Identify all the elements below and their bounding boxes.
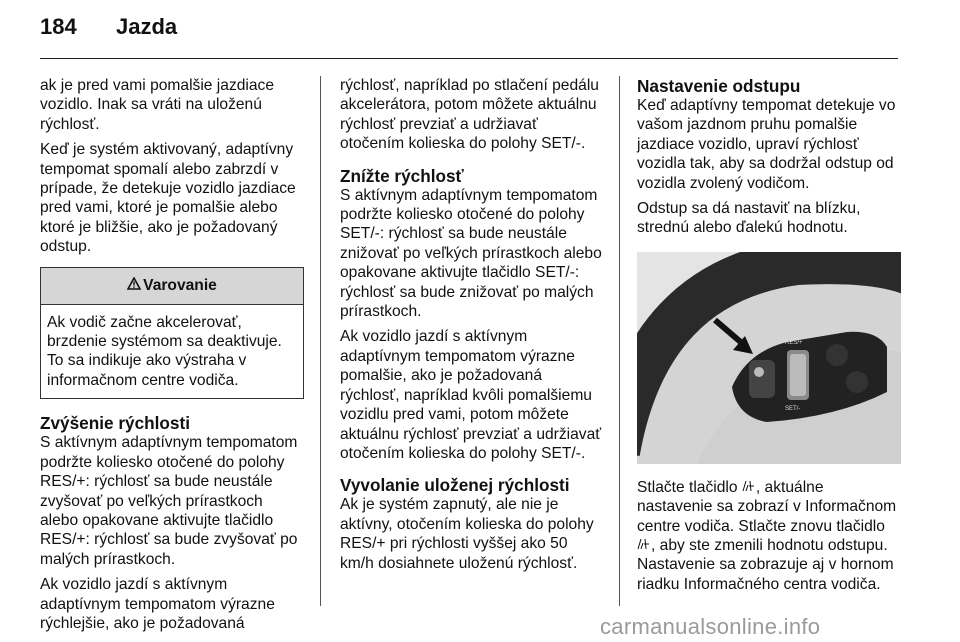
warning-title: Varovanie bbox=[143, 276, 217, 294]
column-divider-2 bbox=[619, 76, 620, 606]
paragraph: Stlačte tlačidlo , aktuálne nastavenie sa zobrazí v Informačnom centre vodiča. Stlačte znovu tlačidlo , aby ste zmenili hodnotu odstupu. Nastavenie sa zobrazuje aj v hornom riadku Informačného centra vodiča. bbox=[637, 478, 897, 593]
watermark: carmanualsonline.info bbox=[600, 614, 821, 639]
res-label: RES/+ bbox=[785, 339, 803, 346]
page-header bbox=[40, 14, 177, 40]
column-3 bbox=[637, 76, 903, 600]
warning-box bbox=[40, 267, 304, 400]
paragraph: rýchlosť, napríklad po stlačení pedálu akcelerátora, potom môžete aktuálnu rýchlosť prevziať a udržiavať otočením kolieska do polohy SET/-. bbox=[340, 77, 599, 153]
warning-triangle-icon bbox=[127, 268, 141, 304]
paragraph: Ak vozidlo jazdí s aktívnym adaptívnym tempomatom výrazne pomalšie, ako je požadovaná rýchlosť, napríklad kvôli pomalšiemu vozidlu pred vami, potom môžete aktuálnu rýchlosť prevziať a udržiavať otočením kolieska do polohy SET/-. bbox=[340, 328, 602, 462]
steering-wheel-illustration bbox=[637, 252, 901, 464]
section-title: Jazda bbox=[116, 14, 178, 39]
distance-button-icon bbox=[742, 478, 756, 497]
heading-recall-speed: Vyvolanie uloženej rýchlosti bbox=[340, 475, 570, 496]
paragraph: Keď je systém aktivovaný, adaptívny tempomat spomalí alebo zabrzdí v prípade, že detekuje vozidlo jazdiace pred vami, ktoré je pomalšie alebo ktoré je bližšie, ako je požadovaný odstup. bbox=[40, 141, 296, 256]
paragraph: Ak je systém zapnutý, ale nie je aktívny, otočením kolieska do polohy RES/+ pri rýchlosti vyššej ako 50 km/h dosiahnete uloženú rýchlosť. bbox=[340, 496, 594, 572]
set-label: SET/- bbox=[785, 405, 801, 412]
heading-distance-setting: Nastavenie odstupu bbox=[637, 76, 801, 96]
warning-text: Ak vodič začne akcelerovať, brzdenie systémom sa deaktivuje. To sa indikuje ako výstraha v informačnom centre vodiča. bbox=[47, 313, 282, 389]
distance-button-icon bbox=[637, 536, 651, 555]
paragraph: S aktívnym adaptívnym tempomatom podržte koliesko otočené do polohy RES/+: rýchlosť sa bude neustále zvyšovať po veľkých prírastkoch alebo opakovane aktivujte tlačidlo RES/+: rýchlosť sa bude zvyšovať po malých prírastkoch. bbox=[40, 434, 298, 568]
heading-reduce-speed: Znížte rýchlosť bbox=[340, 165, 464, 186]
column-1 bbox=[40, 76, 304, 639]
header-rule bbox=[40, 58, 898, 59]
paragraph: ak je pred vami pomalšie jazdiace vozidlo. Inak sa vráti na uloženú rýchlosť. bbox=[40, 77, 275, 133]
column-divider-1 bbox=[320, 76, 321, 606]
heading-increase-speed: Zvýšenie rýchlosti bbox=[40, 413, 190, 434]
steering-wheel-photo bbox=[637, 252, 901, 464]
paragraph: S aktívnym adaptívnym tempomatom podržte koliesko otočené do polohy SET/-: rýchlosť sa bude neustále znižovať po veľkých prírastkoch alebo opakovane aktivujte tlačidlo SET/-: rýchlosť sa bude znižovať po malých prírastkoch. bbox=[340, 186, 602, 321]
column-2 bbox=[340, 76, 604, 579]
warning-header bbox=[41, 268, 303, 305]
page-number: 184 bbox=[40, 14, 77, 39]
paragraph: Keď adaptívny tempomat detekuje vo vašom jazdnom pruhu pomalšie jazdiace vozidlo, upraví rýchlosť vozidla tak, aby sa dodržal odstup od vozidla zvolený vodičom. bbox=[637, 97, 896, 192]
paragraph: Odstup sa dá nastaviť na blízku, strednú alebo ďalekú hodnotu. bbox=[637, 200, 861, 237]
paragraph: Ak vozidlo jazdí s aktívnym adaptívnym tempomatom výrazne rýchlejšie, ako je požadovaná bbox=[40, 576, 275, 632]
